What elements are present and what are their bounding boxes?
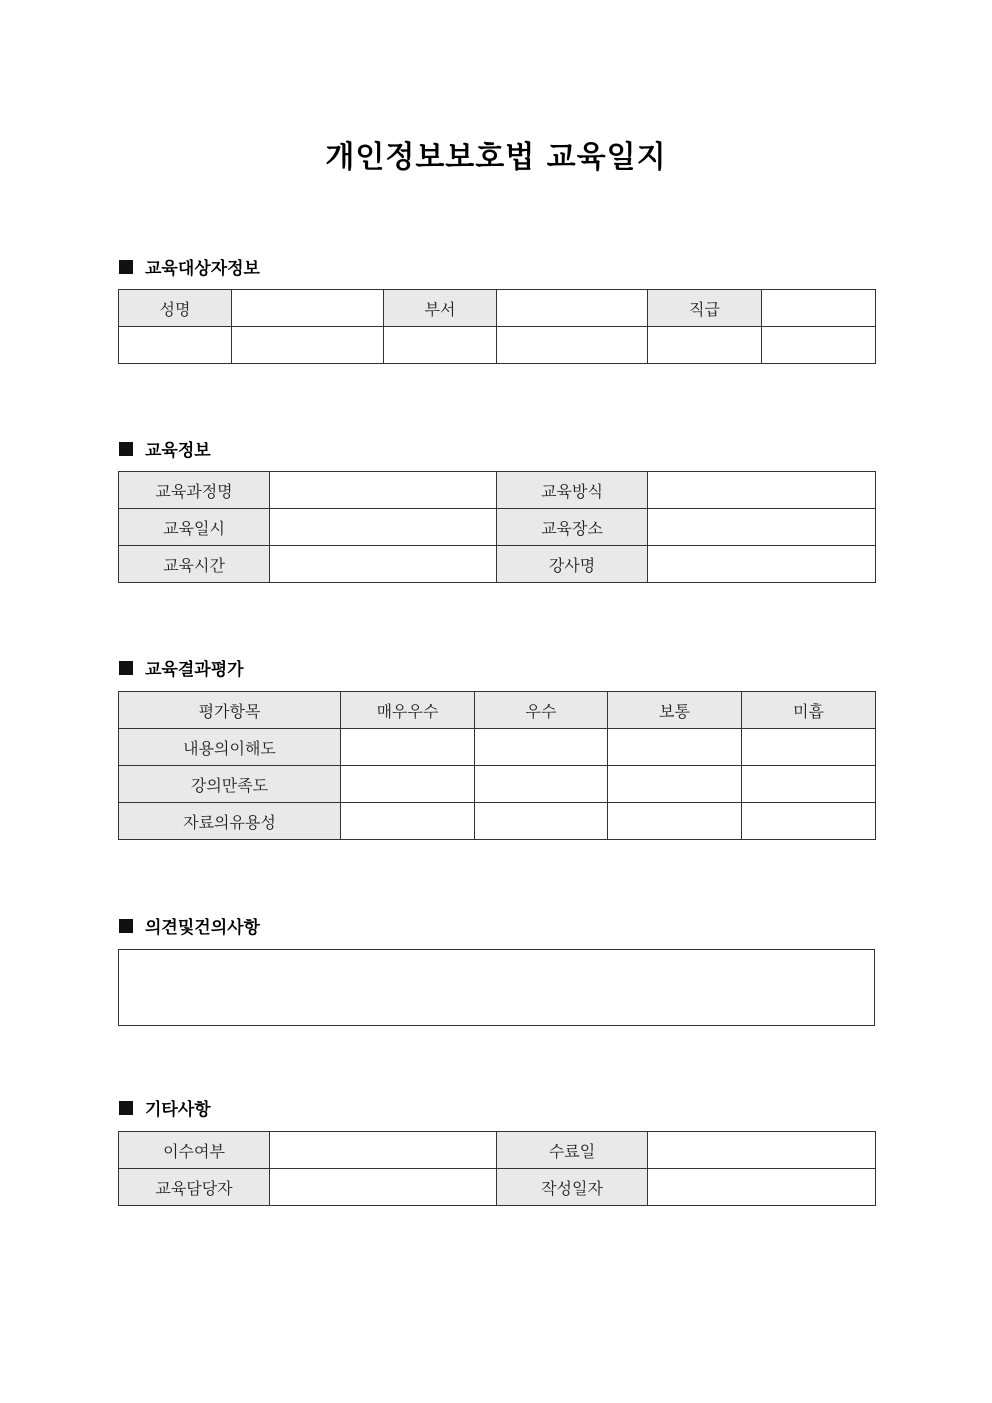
rating-cell[interactable]	[341, 803, 475, 840]
completion-status-label: 이수여부	[119, 1132, 270, 1169]
rating-cell[interactable]	[341, 766, 475, 803]
rating-cell[interactable]	[742, 766, 876, 803]
section-title: 교육정보	[145, 441, 211, 461]
section-title: 기타사항	[145, 1100, 211, 1120]
education-method-field[interactable]	[648, 472, 876, 509]
department-value-cell-2[interactable]	[497, 327, 648, 364]
table-row	[119, 729, 876, 766]
education-date-label: 교육일시	[119, 509, 270, 546]
column-header-poor: 미흡	[742, 692, 876, 729]
education-hours-field[interactable]	[270, 546, 497, 583]
position-value-cell-2[interactable]	[762, 327, 876, 364]
column-header-item: 평가항목	[119, 692, 341, 729]
section-heading-info	[119, 436, 211, 461]
page-title: 개인정보보호법 교육일지	[325, 140, 667, 175]
written-date-label: 작성일자	[497, 1169, 648, 1206]
written-date-field[interactable]	[648, 1169, 876, 1206]
evaluation-table	[118, 691, 876, 840]
education-date-field[interactable]	[270, 509, 497, 546]
education-info-table	[118, 471, 876, 583]
item-label: 내용의이해도	[119, 729, 341, 766]
instructor-label: 강사명	[497, 546, 648, 583]
column-header-good: 우수	[475, 692, 608, 729]
rating-cell[interactable]	[475, 729, 608, 766]
name-value-cell[interactable]	[119, 327, 232, 364]
department-field[interactable]	[497, 290, 648, 327]
completion-date-field[interactable]	[648, 1132, 876, 1169]
education-manager-field[interactable]	[270, 1169, 497, 1206]
education-manager-label: 교육담당자	[119, 1169, 270, 1206]
education-place-label: 교육장소	[497, 509, 648, 546]
education-method-label: 교육방식	[497, 472, 648, 509]
course-name-label: 교육과정명	[119, 472, 270, 509]
square-bullet-icon	[119, 260, 133, 274]
course-name-field[interactable]	[270, 472, 497, 509]
completion-status-field[interactable]	[270, 1132, 497, 1169]
section-heading-other	[119, 1095, 211, 1120]
rating-cell[interactable]	[608, 803, 742, 840]
rating-cell[interactable]	[608, 766, 742, 803]
position-value-cell[interactable]	[648, 327, 762, 364]
instructor-field[interactable]	[648, 546, 876, 583]
rating-cell[interactable]	[475, 803, 608, 840]
opinion-textarea[interactable]	[118, 949, 875, 1026]
section-title: 교육대상자정보	[145, 259, 260, 279]
education-place-field[interactable]	[648, 509, 876, 546]
name-field[interactable]	[232, 290, 384, 327]
target-info-table	[118, 289, 876, 364]
table-row	[119, 803, 876, 840]
section-heading-opinion	[119, 913, 260, 938]
rating-cell[interactable]	[742, 803, 876, 840]
other-info-table	[118, 1131, 876, 1206]
section-heading-evaluation	[119, 655, 244, 680]
column-header-average: 보통	[608, 692, 742, 729]
department-value-cell[interactable]	[384, 327, 497, 364]
square-bullet-icon	[119, 442, 133, 456]
section-title: 교육결과평가	[145, 660, 244, 680]
item-label: 강의만족도	[119, 766, 341, 803]
item-label: 자료의유용성	[119, 803, 341, 840]
position-label: 직급	[648, 290, 762, 327]
section-heading-target	[119, 254, 260, 279]
table-row	[119, 766, 876, 803]
department-label: 부서	[384, 290, 497, 327]
rating-cell[interactable]	[475, 766, 608, 803]
square-bullet-icon	[119, 1101, 133, 1115]
completion-date-label: 수료일	[497, 1132, 648, 1169]
education-hours-label: 교육시간	[119, 546, 270, 583]
rating-cell[interactable]	[608, 729, 742, 766]
section-title: 의견및건의사항	[145, 918, 260, 938]
name-value-cell-2[interactable]	[232, 327, 384, 364]
square-bullet-icon	[119, 661, 133, 675]
rating-cell[interactable]	[341, 729, 475, 766]
rating-cell[interactable]	[742, 729, 876, 766]
square-bullet-icon	[119, 919, 133, 933]
name-label: 성명	[119, 290, 232, 327]
column-header-excellent: 매우우수	[341, 692, 475, 729]
position-field[interactable]	[762, 290, 876, 327]
